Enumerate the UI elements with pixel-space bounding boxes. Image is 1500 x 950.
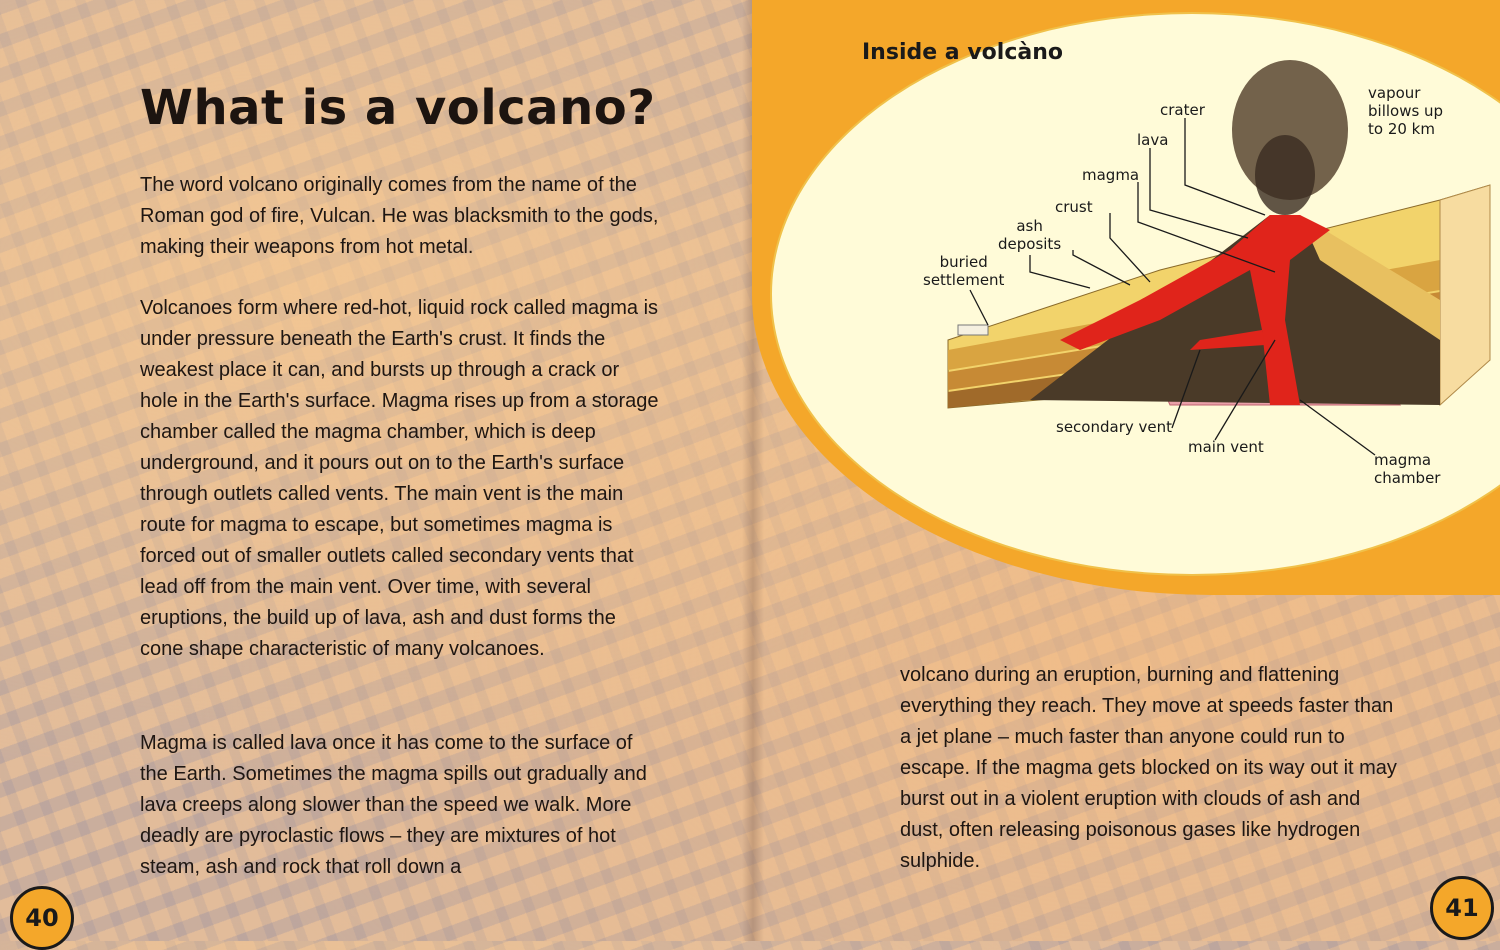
ash-cloud-core xyxy=(1255,135,1315,215)
page-number-right: 41 xyxy=(1430,876,1494,940)
label-vapour: vapour billows up to 20 km xyxy=(1368,84,1444,138)
paragraph-eruption: volcano during an eruption, burning and flattening everything they reach. They move at speeds faster than a jet plane – much faster than anyone could run to escape. If the magma gets blocked on its way out it may burst out in a violent eruption with clouds of ash and dust, often releasing poisonous gases like hydrogen sulphide. xyxy=(900,664,1397,872)
ground-block-side xyxy=(1440,185,1490,405)
paragraph-lava: Magma is called lava once it has come to the surface of the Earth. Sometimes the magma spills out gradually and lava creeps along slower than the speed we walk. More deadly are pyroclastic flows – they are mixtures of hot steam, ash and rock that roll down a xyxy=(140,732,647,878)
paragraph-intro: The word volcano originally comes from the name of the Roman god of fire, Vulcan. He was blacksmith to the gods, making their weapons from hot metal. xyxy=(140,174,659,258)
label-magma-chamber: magma chamber xyxy=(1374,451,1441,487)
label-magma: magma xyxy=(1082,166,1140,184)
label-ash-deposits: ash deposits xyxy=(998,217,1062,253)
label-secondary-vent: secondary vent xyxy=(1056,418,1172,436)
diagram-title: Inside a volcàno xyxy=(862,40,1063,65)
page-number-left: 40 xyxy=(10,886,74,950)
label-crater: crater xyxy=(1160,101,1205,119)
label-main-vent: main vent xyxy=(1188,438,1264,456)
label-crust: crust xyxy=(1055,198,1093,216)
buried-settlement xyxy=(958,325,988,335)
page-title: What is a volcano? xyxy=(140,80,656,136)
paragraph-formation: Volcanoes form where red-hot, liquid rock called magma is under pressure beneath the Earth's crust. It finds the weakest place it can, and bursts up through a crack or hole in the Earth's surface. Magma rises up from a storage chamber called the magma chamber, which is deep underground, and it pours out on to the Earth's surface through outlets called vents. The main vent is the main route for magma to escape, but sometimes magma is forced out of smaller outlets called secondary vents that lead off from the main vent. Over time, with several eruptions, the build up of lava, ash and dust forms the cone shape characteristic of many volcanoes. xyxy=(140,297,659,660)
label-buried-settlement: buried settlement xyxy=(923,253,1005,289)
label-lava: lava xyxy=(1137,131,1169,149)
